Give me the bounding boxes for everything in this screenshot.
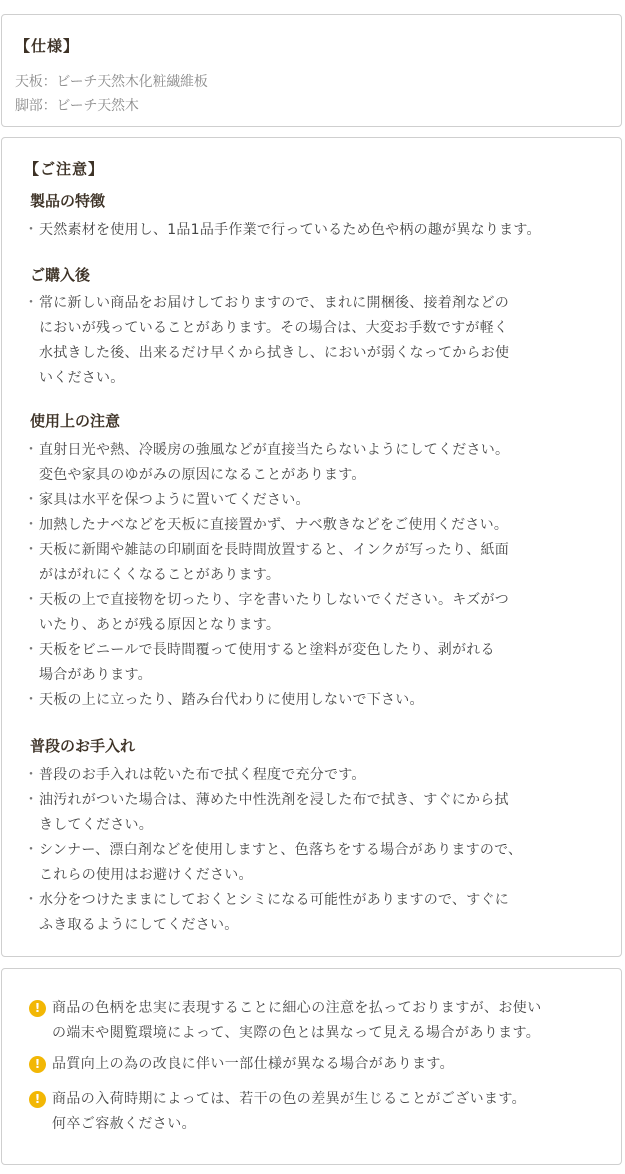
bullet-icon: ・ bbox=[24, 842, 38, 858]
bullet-icon: ・ bbox=[24, 492, 38, 508]
section-heading-after-purchase: ご購入後 bbox=[30, 266, 91, 284]
bullet-icon: ・ bbox=[24, 592, 38, 608]
exclamation-circle-icon: ! bbox=[29, 1056, 46, 1073]
spec-box bbox=[1, 14, 622, 127]
bullet-icon: ・ bbox=[24, 222, 38, 238]
section-heading-usage: 使用上の注意 bbox=[30, 412, 121, 430]
bullet-icon: ・ bbox=[24, 542, 38, 558]
spec-line-legs: 脚部：ビーチ天然木 bbox=[15, 98, 139, 114]
bullet-icon: ・ bbox=[24, 792, 38, 808]
bullet-icon: ・ bbox=[24, 767, 38, 783]
notice-box: ! 商品の色柄を忠実に表現することに細心の注意を払っておりますが、お使い の端末や閲覧環境によって、実際の色とは異なって見える場合があります。 ! 品質向上の為の改良に伴い一部仕様が異なる場合があります。 ! 商品の入荷時期によっては、若干の色の差異が生じることがございます。 何卒ご容赦ください。 bbox=[1, 968, 622, 1165]
exclamation-circle-icon: ! bbox=[29, 1000, 46, 1017]
spec-title: 【仕様】 bbox=[15, 37, 80, 55]
bullet-icon: ・ bbox=[24, 642, 38, 658]
bullet-icon: ・ bbox=[24, 442, 38, 458]
bullet-icon: ・ bbox=[24, 295, 38, 311]
caution-box: 【ご注意】 製品の特徴 ・ 天然素材を使用し、1品1品手作業で行っているため色や柄の趣が異なります。 ご購入後 ・ 常に新しい商品をお届けしておりますので、まれに開梱後、接着剤などの においが残っていることがあります。その場合は、大変お手数ですが軽く 水拭きした後、出来るだけ早くから拭きし、においが弱くなってからお使 いください。 使用上の注意 ・ 直射日光や熱、冷暖房の強風などが直接当たらないようにしてください。 変色や家具のゆがみの原因になることがあります。 ・ 家具は水平を保つように置いてください。 ・ 加熱したナベなどを天板に直接置かず、ナベ敷きなどをご使用ください。 ・ 天板に新聞や雑誌の印刷面を長時間放置すると、インクが写ったり、紙面 がはがれにくくなることがあります。 ・ 天板の上で直接物を切ったり、字を書いたりしないでください。キズがつ いたり、あとが残る原因となります。 ・ 天板をビニールで長時間覆って使用すると塗料が変色したり、剥がれる 場合があります。 ・ 天板の上に立ったり、踏み台代わりに使用しないで下さい。 普段のお手入れ ・ 普段のお手入れは乾いた布で拭く程度で充分です。 ・ 油汚れがついた場合は、薄めた中性洗剤を浸した布で拭き、すぐにから拭 きしてください。 ・ シンナー、漂白剤などを使用しますと、色落ちをする場合がありますので、 これらの使用はお避けください。 ・ 水分をつけたままにしておくとシミになる可能性がありますので、すぐに ふき取るようにしてください。 bbox=[1, 137, 622, 957]
section-heading-features: 製品の特徴 bbox=[30, 192, 106, 210]
spec-line-top: 天板：ビーチ天然木化粧繊維板 bbox=[15, 74, 208, 90]
bullet-icon: ・ bbox=[24, 892, 38, 908]
exclamation-circle-icon: ! bbox=[29, 1091, 46, 1108]
section-heading-care: 普段のお手入れ bbox=[30, 737, 136, 755]
bullet-icon: ・ bbox=[24, 692, 38, 708]
caution-title: 【ご注意】 bbox=[24, 160, 105, 178]
bullet-icon: ・ bbox=[24, 517, 38, 533]
